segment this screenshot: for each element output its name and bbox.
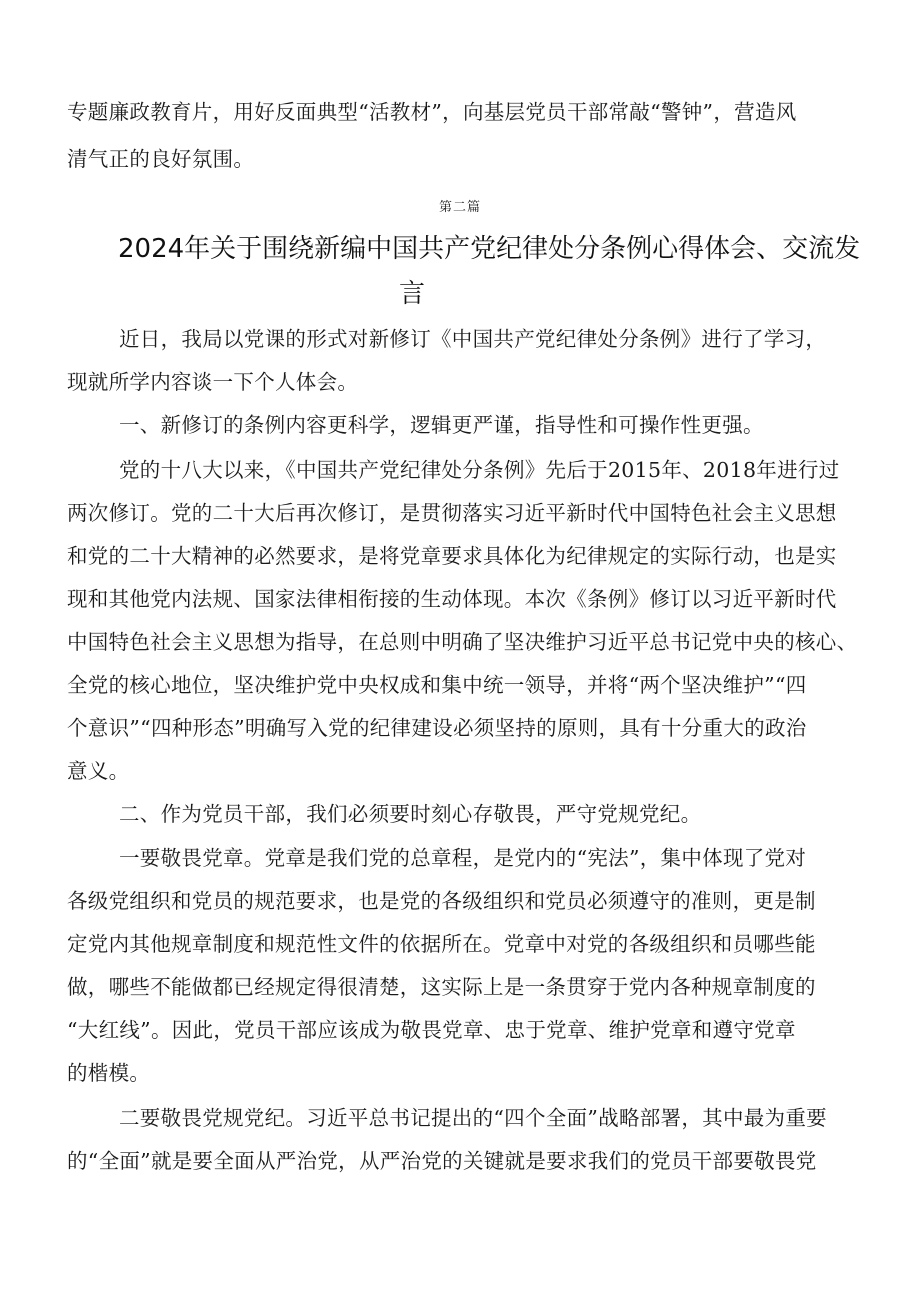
paragraph-line: 现就所学内容谈一下个人体会。 <box>67 370 359 394</box>
intro-line: 清气正的良好氛围。 <box>67 147 255 171</box>
paragraph-line: 二、作为党员干部，我们必须要时刻心存敬畏，严守党规党纪。 <box>119 802 702 826</box>
paragraph-line: 的楷模。 <box>67 1061 151 1085</box>
paragraph-line: 的“全面”就是要全面从严治党，从严治党的关键就是要求我们的党员干部要敬畏党 <box>67 1149 817 1173</box>
paragraph-line: 二要敬畏党规党纪。习近平总书记提出的“四个全面”战略部署，其中最为重要 <box>119 1106 827 1130</box>
paragraph-line: 一要敬畏党章。党章是我们党的总章程，是党内的“宪法”，集中体现了党对 <box>119 846 807 870</box>
paragraph-line: 做，哪些不能做都已经规定得很清楚，这实际上是一条贯穿于党内各种规章制度的 <box>67 975 816 999</box>
paragraph-line: 近日，我局以党课的形式对新修订《中国共产党纪律处分条例》进行了学习， <box>119 327 827 351</box>
paragraph-line: 和党的二十大精神的必然要求，是将党章要求具体化为纪律规定的实际行动，也是实 <box>67 544 837 568</box>
paragraph-line: 意义。 <box>67 759 130 783</box>
intro-line: 专题廉政教育片，用好反面典型“活教材”，向基层党员干部常敲“警钟”，营造风 <box>67 100 797 124</box>
paragraph-line: 各级党组织和党员的规范要求，也是党的各级组织和党员必须遵守的准则，更是制 <box>67 889 816 913</box>
paragraph-line: 中国特色社会主义思想为指导，在总则中明确了坚决维护习近平总书记党中央的核心、 <box>67 630 858 654</box>
paragraph-line: 个意识”“四种形态”明确写入党的纪律建设必须坚持的原则，具有十分重大的政治 <box>67 716 807 740</box>
paragraph-line: 一、新修订的条例内容更科学，逻辑更严谨，指导性和可操作性更强。 <box>119 413 764 437</box>
paragraph-line: 现和其他党内法规、国家法律相衔接的生动体现。本次《条例》修订以习近平新时代 <box>67 587 837 611</box>
paragraph-line: 两次修订。党的二十大后再次修订，是贯彻落实习近平新时代中国特色社会主义思想 <box>67 501 837 525</box>
section-label: 第二篇 <box>438 200 481 215</box>
paragraph-line: 全党的核心地位，坚决维护党中央权成和集中统一领导，并将“两个坚决维护”“四 <box>67 673 807 697</box>
article-title-continued: 言 <box>399 279 426 309</box>
article-title: 2024年关于围绕新编中国共产党纪律处分条例心得体会、交流发 <box>118 234 861 264</box>
paragraph-line: “大红线”。因此，党员干部应该成为敬畏党章、忠于党章、维护党章和遵守党章 <box>67 1018 796 1042</box>
paragraph-line: 党的十八大以来，《中国共产党纪律处分条例》先后于2015年、2018年进行过 <box>119 458 840 482</box>
paragraph-line: 定党内其他规章制度和规范性文件的依据所在。党章中对党的各级组织和员哪些能 <box>67 932 816 956</box>
